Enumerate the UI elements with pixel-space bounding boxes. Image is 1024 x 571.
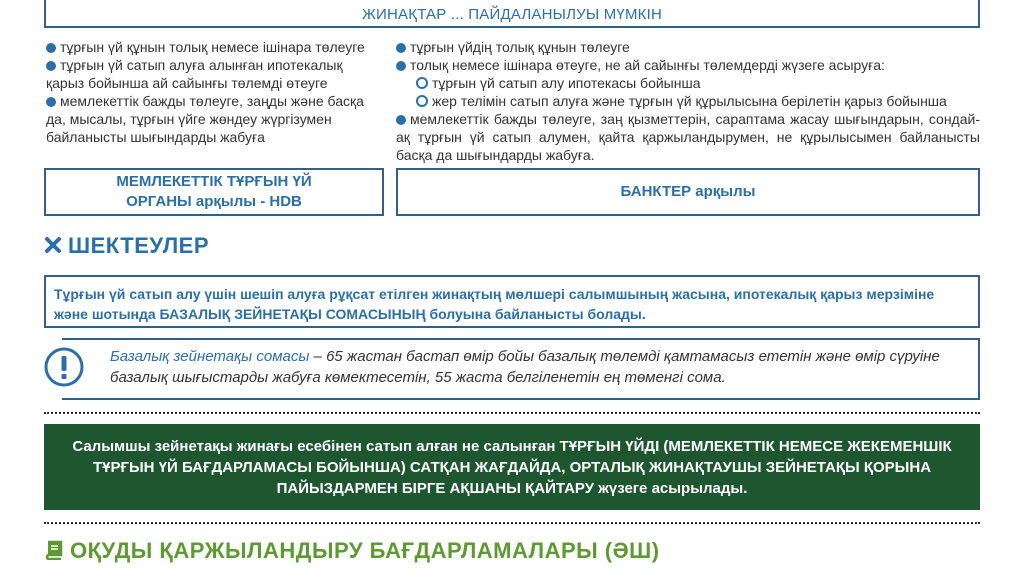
list-item: мемлекеттік бажды төлеуге, заңды және басқа да, мысалы, тұрғын үйге жөндеу жүргізумен байланысты шығындарды жабуға (46, 93, 364, 145)
sub-list-item: жер телімін сатып алуға және тұрғын үй құрылысына берілетін қарыз бойынша (396, 92, 980, 110)
bullet-icon (396, 115, 406, 125)
savings-usage-header: ЖИНАҚТАР ... ПАЙДАЛАНЫЛУЫ МҮМКІН (44, 0, 980, 28)
sub-list-item: тұрғын үй сатып алу ипотекасы бойынша (396, 74, 980, 92)
ring-bullet-icon (416, 77, 428, 89)
dotted-divider (44, 522, 980, 524)
restrictions-heading: ШЕКТЕУЛЕР (44, 233, 209, 259)
list-item: тұрғын үйдің толық құнын төлеуге (396, 38, 980, 56)
restrictions-note: Тұрғын үй сатып алу үшін шешіп алуға рұқсат етілген жинақтың мөлшері салымшының жасына, ипотекалық қарыз мерзіміне және шотында БАЗАЛЫҚ ЗЕЙНЕТАҚЫ СОМАСЫНЫҢ болуына байланысты болады. (44, 275, 980, 328)
list-item: тұрғын үй құнын толық немесе ішінара төлеуге (46, 38, 376, 56)
ring-bullet-icon (416, 95, 428, 107)
education-financing-heading: ОҚУДЫ ҚАРЖЫЛАНДЫРУ БАҒДАРЛАМАЛАРЫ (ӘШ) (44, 538, 660, 564)
bullet-icon (46, 43, 56, 53)
book-icon (44, 540, 64, 560)
exclamation-icon (44, 347, 84, 387)
list-item: толық немесе ішінара өтеуге, не ай сайынғы төлемдерді жүзеге асыруға: (396, 56, 980, 74)
banks-box: БАНКТЕР арқылы (396, 168, 980, 216)
cross-icon (44, 236, 62, 254)
definition-term: Базалық зейнетақы сомасы (110, 348, 310, 365)
right-usage-list (396, 38, 980, 164)
dotted-divider (44, 412, 980, 414)
refund-banner: Салымшы зейнетақы жинағы есебінен сатып алған не салынған ТҰРҒЫН ҮЙДІ (МЕМЛЕКЕТТІК НЕМЕСЕ ЖЕКЕМЕНШІК ТҰРҒЫН ҮЙ БАҒДАРЛАМАСЫ БОЙЫНША) САТҚАН ЖАҒДАЙДА, ОРТАЛЫҚ ЖИНАҚТАУШЫ ЗЕЙНЕТАҚЫ ҚОРЫНА ПАЙЫЗДАРМЕН БІРГЕ АҚШАНЫ ҚАЙТАРУ жүзеге асырылады. (44, 424, 980, 510)
bullet-icon (396, 43, 406, 53)
list-item: тұрғын үй сатып алуға алынған ипотекалық қарыз бойынша ай сайынғы төлемді өтеуге (46, 57, 343, 91)
bullet-icon (396, 61, 406, 71)
bullet-icon (46, 97, 56, 107)
left-usage-list (46, 38, 376, 146)
bullet-icon (46, 61, 56, 71)
basic-pension-definition (62, 338, 980, 400)
definition-text: – 65 жастан бастап өмір бойы базалық төлемді қамтамасыз ететін және өмір сүруіне базалық шығыстарды жабуға көмектесетін, 55 жаста белгіленетін ең төменгі сома. (110, 348, 940, 386)
list-item: мемлекеттік бажды төлеуге, заң қызметтерін, сараптама жасау шығындарын, сондай-ақ тұрғын үй сатып алумен, қайта қаржыландырумен, не құрылысымен байланысты басқа да шығындарды жабуға. (396, 111, 980, 163)
hdb-box: МЕМЛЕКЕТТІК ТҰРҒЫН ҮЙ ОРГАНЫ арқылы - HDB (44, 168, 384, 216)
